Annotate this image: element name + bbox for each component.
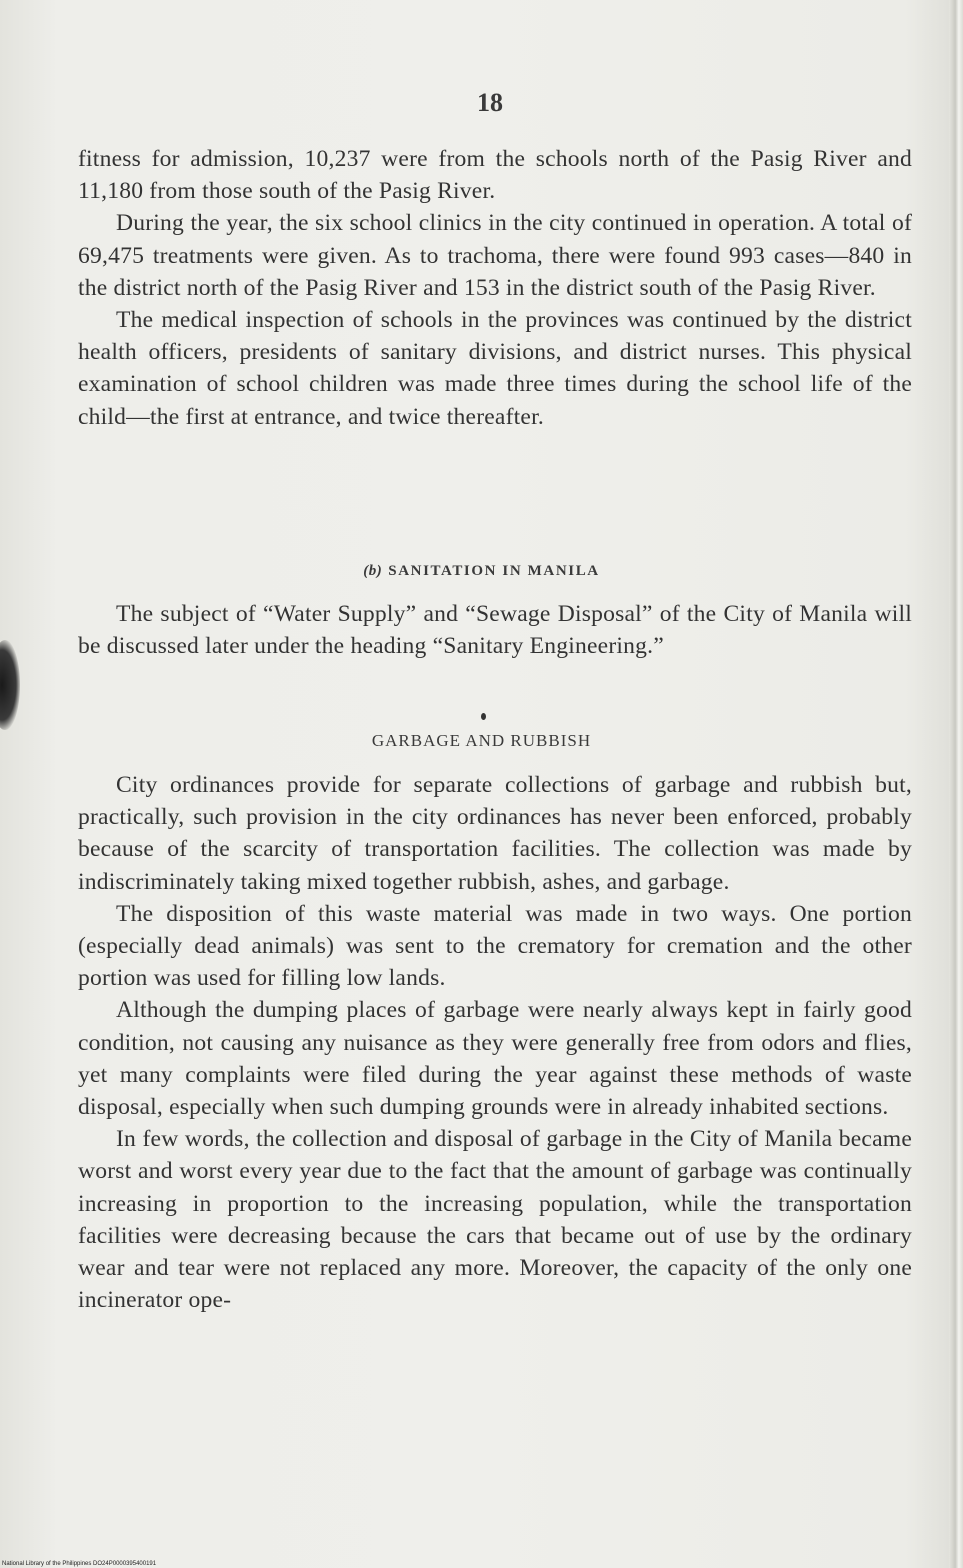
body-text-top xyxy=(78,143,912,433)
footer-credit: National Library of the Philippines DO24P0000395400191 xyxy=(2,1561,157,1567)
body-text-section xyxy=(78,598,912,662)
ink-dot xyxy=(481,713,486,720)
page-edge-shadow xyxy=(949,0,963,1568)
body-text-bottom xyxy=(78,769,912,1316)
paragraph-school-clinics: During the year, the six school clinics in the city continued in operation. A total of 69,475 treatments were given. As to trachoma, there were found 993 cases—840 in the district north of the Pasig River and 153 in the district south of the Pasig River. xyxy=(78,210,912,301)
paragraph-continuation: fitness for admission, 10,237 were from the schools north of the Pasig River and 11,180 from those south of the Pasig River. xyxy=(78,146,912,205)
paragraph-medical-inspection: The medical inspection of schools in the provinces was continued by the district health officers, presidents of sanitary divisions, and district nurses. This physical examination of school children was made three times during the school life of the child—the first at entrance, and twice thereafter. xyxy=(78,307,912,430)
page-number: 18 xyxy=(477,88,503,117)
scan-blot xyxy=(0,640,20,730)
section-heading-title: SANITATION IN MANILA xyxy=(388,563,600,579)
paragraph-city-ordinances: City ordinances provide for separate collections of garbage and rubbish but, practically, such provision in the city ordinances has never been enforced, probably because of the scarcity of transportation facilities. The collection was made by indiscriminately taking mixed together rubbish, ashes, and garbage. xyxy=(78,772,912,895)
paragraph-dumping-places: Although the dumping places of garbage were nearly always kept in fairly good condition, not causing any nuisance as they were generally free from odors and flies, yet many complaints were filed during the year against these methods of waste disposal, especially when such dumping grounds were in already inhabited sections. xyxy=(78,997,912,1121)
paragraph-water-supply: The subject of “Water Supply” and “Sewage Disposal” of the City of Manila will be discussed later under the heading “Sanitary Engineering.” xyxy=(78,601,912,660)
section-heading-prefix: (b) xyxy=(363,563,383,579)
section-heading xyxy=(0,563,963,580)
paragraph-few-words: In few words, the collection and disposal of garbage in the City of Manila became worst and worst every year due to the fact that the amount of garbage was continually increasing in proportion to the increasing population, while the transportation facilities were decreasing because the cars that became out of use by the ordinary wear and tear were not replaced any more. Moreover, the capacity of the only one incinerator ope- xyxy=(78,1126,912,1314)
paragraph-disposition: The disposition of this waste material was made in two ways. One portion (especially dead animals) was sent to the crematory for cremation and the other portion was used for filling low lands. xyxy=(78,900,912,992)
subsection-heading: GARBAGE AND RUBBISH xyxy=(371,731,592,750)
